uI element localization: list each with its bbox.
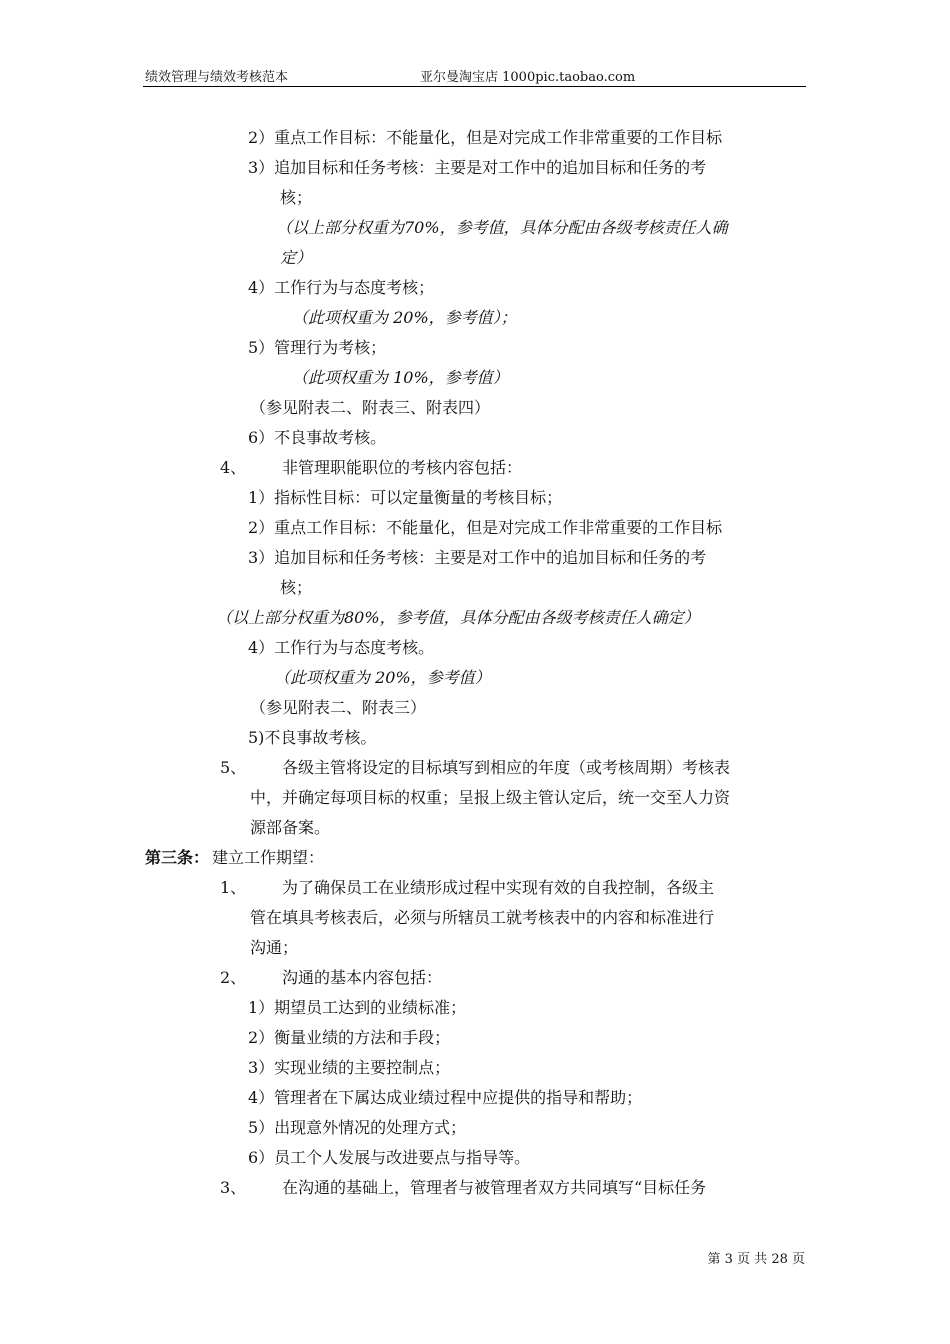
text-line: 6）不良事故考核。	[248, 428, 387, 447]
weight-note: （此项权重为 20%，参考值）；	[292, 308, 517, 327]
text-line: 4）工作行为与态度考核；	[248, 278, 435, 297]
text-line: 4）工作行为与态度考核。	[248, 638, 435, 657]
text-line: 2）重点工作目标：不能量化，但是对完成工作非常重要的工作目标	[248, 518, 723, 537]
text-line: 5)不良事故考核。	[248, 728, 377, 747]
text-line: 3）实现业绩的主要控制点；	[248, 1058, 451, 1077]
text-line: 6）员工个人发展与改进要点与指导等。	[248, 1148, 531, 1167]
header-shop-info: 亚尔曼淘宝店 1000pic.taobao.com	[420, 70, 636, 85]
item-number: 2、	[220, 968, 247, 987]
item-number: 5、	[220, 758, 247, 777]
text-line: 5）管理行为考核；	[248, 338, 387, 357]
text-line: 核；	[280, 578, 313, 597]
item-number: 3、	[220, 1178, 247, 1197]
text-line: 2）衡量业绩的方法和手段；	[248, 1028, 451, 1047]
text-line: 为了确保员工在业绩形成过程中实现有效的自我控制，各级主	[282, 878, 715, 897]
text-line: 5）出现意外情况的处理方式；	[248, 1118, 467, 1137]
weight-note: 定）	[280, 248, 313, 267]
weight-note: （以上部分权重为70%，参考值，具体分配由各级考核责任人确	[276, 218, 728, 237]
header-document-title: 绩效管理与绩效考核范本	[145, 70, 289, 85]
weight-note: （此项权重为 20%，参考值）	[274, 668, 491, 687]
item-number: 4、	[220, 458, 247, 477]
text-line: 核；	[280, 188, 313, 207]
header-divider	[143, 86, 806, 87]
text-line: 在沟通的基础上，管理者与被管理者双方共同填写“目标任务	[282, 1178, 707, 1197]
weight-note: （以上部分权重为80%，参考值，具体分配由各级考核责任人确定）	[216, 608, 700, 627]
text-line: 各级主管将设定的目标填写到相应的年度（或考核周期）考核表	[282, 758, 731, 777]
text-line: 1）指标性目标：可以定量衡量的考核目标；	[248, 488, 563, 507]
page-number: 第 3 页 共 28 页	[707, 1252, 805, 1267]
text-line: 源部备案。	[250, 818, 331, 837]
text-line: （参见附表二、附表三、附表四）	[250, 398, 491, 417]
text-line: 中，并确定每项目标的权重；呈报上级主管认定后，统一交至人力资	[250, 788, 731, 807]
weight-note: （此项权重为 10%，参考值）	[292, 368, 509, 387]
text-line: （参见附表二、附表三）	[250, 698, 427, 717]
article-heading: 第三条：	[145, 848, 210, 867]
text-line: 3）追加目标和任务考核：主要是对工作中的追加目标和任务的考	[248, 548, 707, 567]
text-line: 管在填具考核表后，必须与所辖员工就考核表中的内容和标准进行	[250, 908, 715, 927]
text-line: 沟通；	[250, 938, 299, 957]
text-line: 建立工作期望：	[212, 848, 325, 867]
item-number: 1、	[220, 878, 247, 897]
text-line: 2）重点工作目标：不能量化，但是对完成工作非常重要的工作目标	[248, 128, 723, 147]
text-line: 4）管理者在下属达成业绩过程中应提供的指导和帮助；	[248, 1088, 643, 1107]
text-line: 非管理职能职位的考核内容包括：	[282, 458, 523, 477]
text-line: 1）期望员工达到的业绩标准；	[248, 998, 467, 1017]
text-line: 3）追加目标和任务考核：主要是对工作中的追加目标和任务的考	[248, 158, 707, 177]
text-line: 沟通的基本内容包括：	[282, 968, 443, 987]
